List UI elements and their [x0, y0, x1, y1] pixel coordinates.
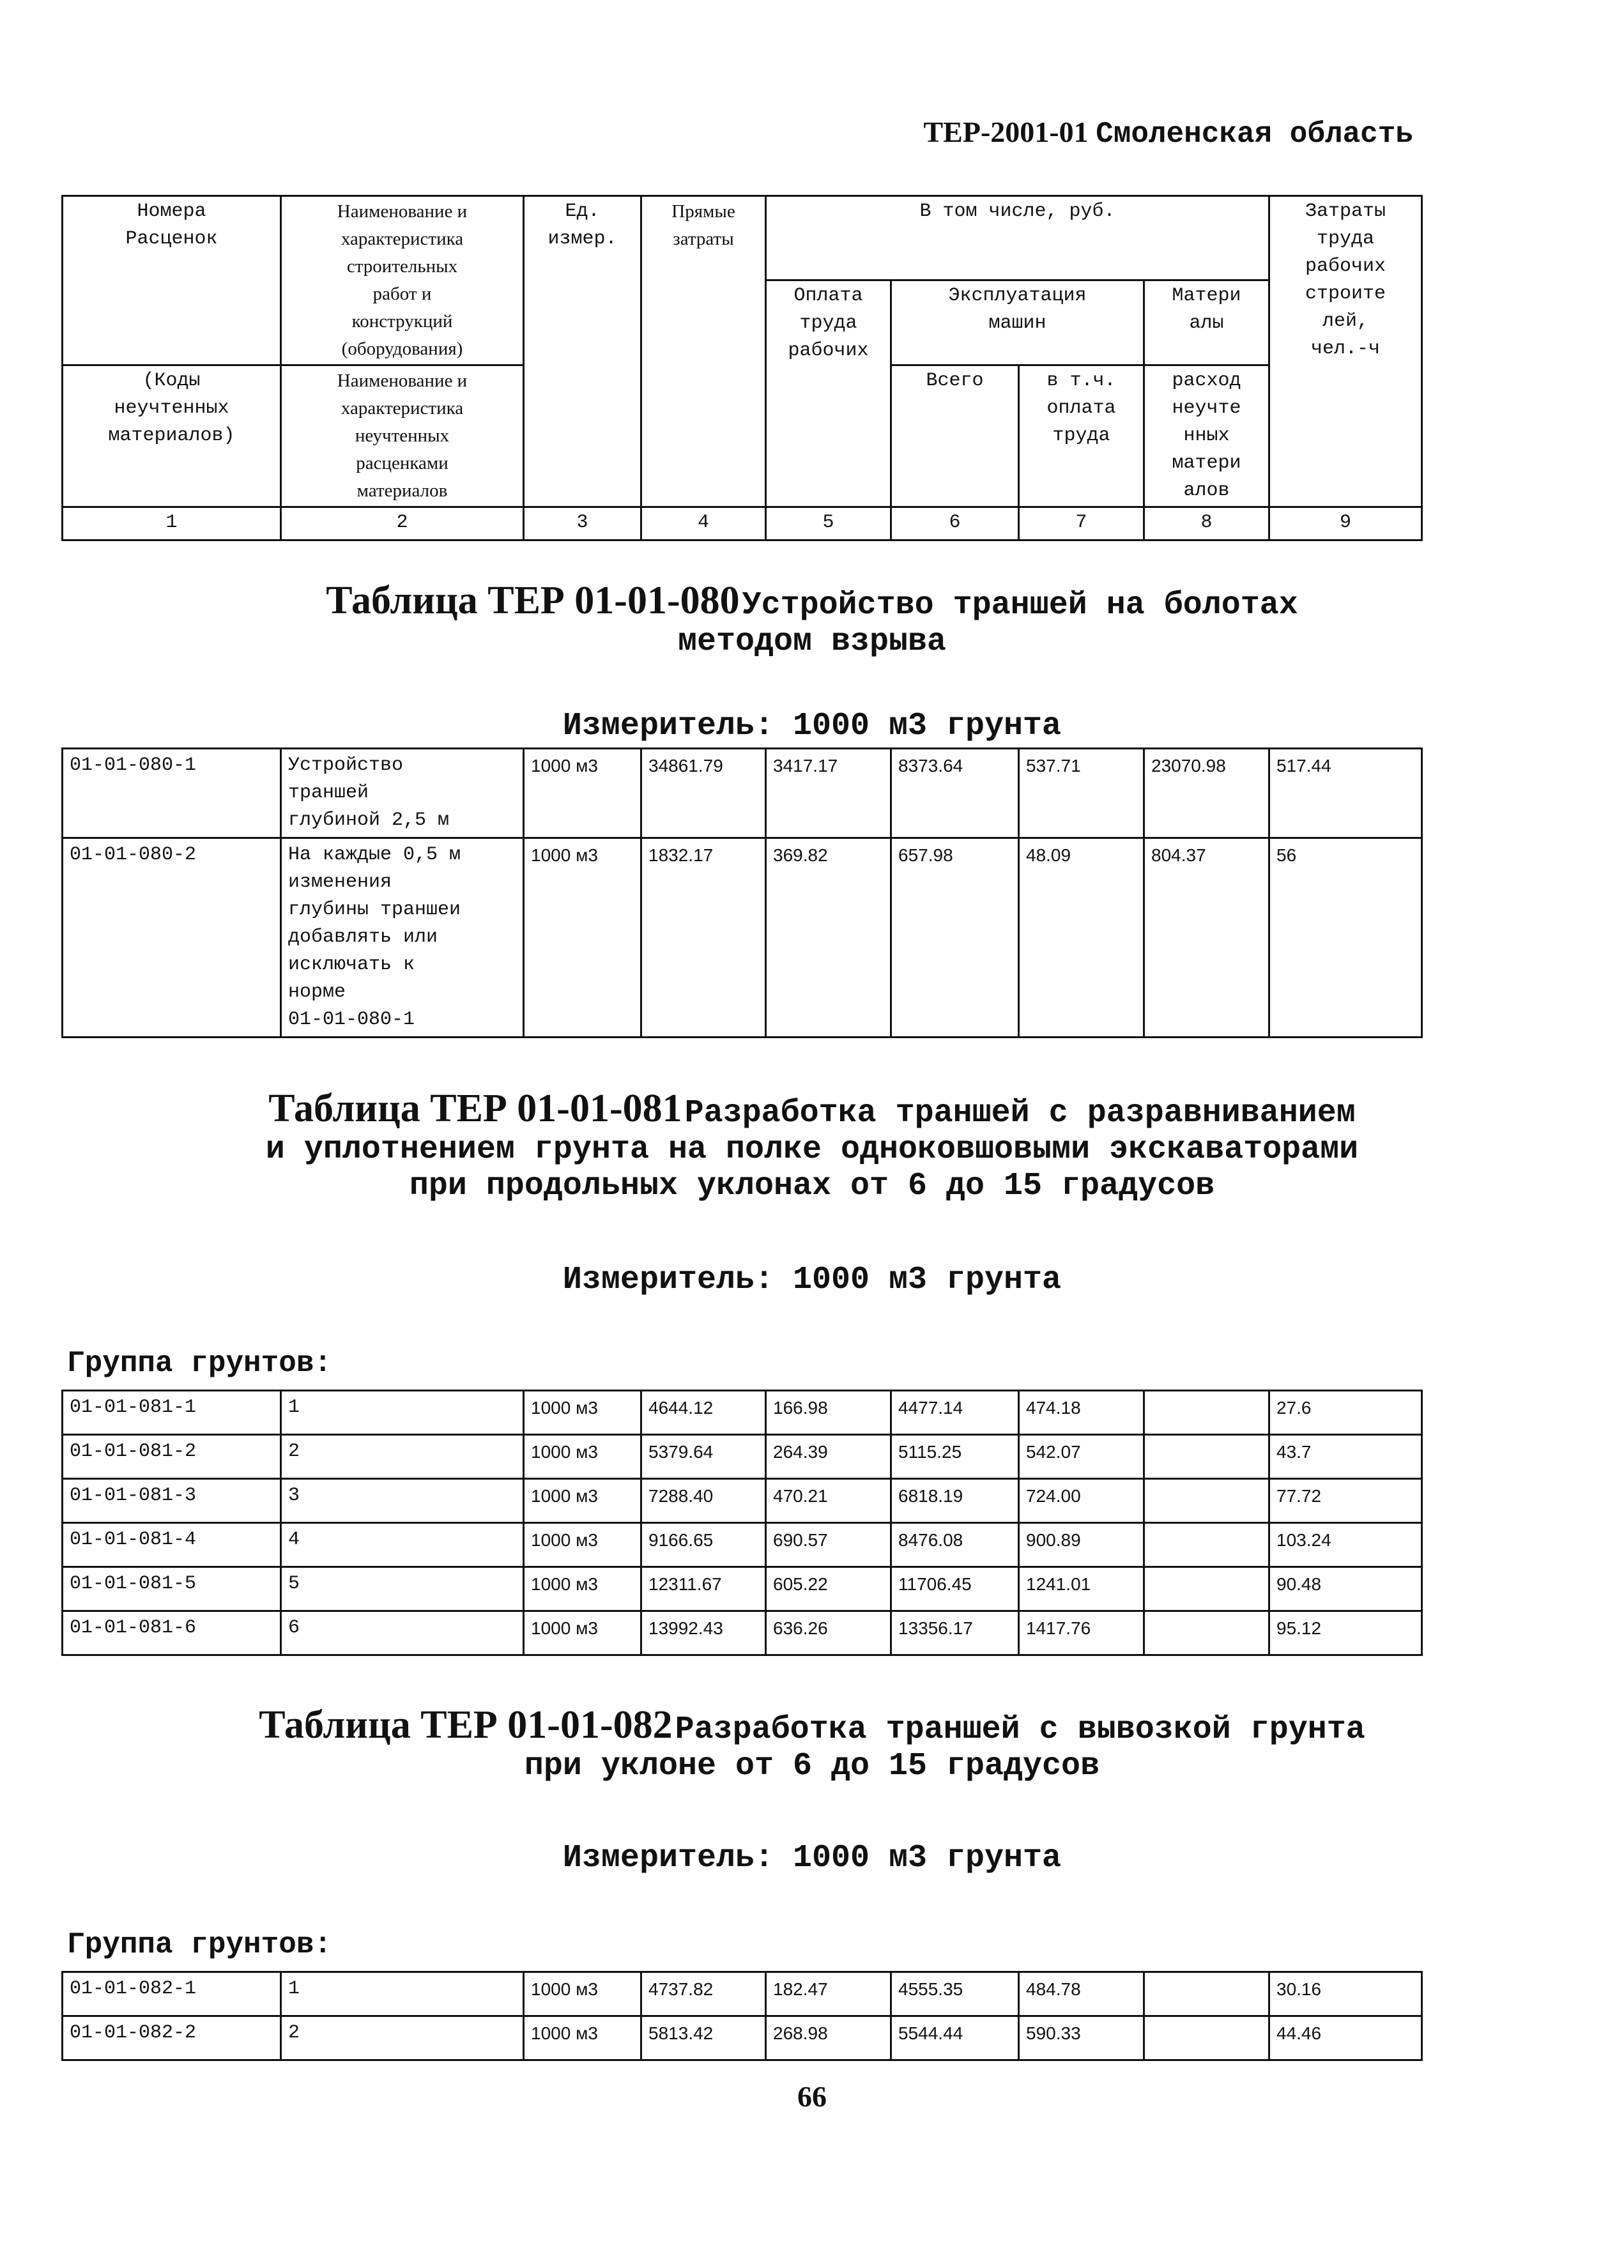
row-machine-labor: 537.71 [1019, 749, 1144, 838]
col2-header-bottom: Наименование и характеристика неучтенных расценками материалов [281, 365, 524, 507]
table-082-measure: Измеритель: 1000 м3 грунта [562, 1840, 1062, 1876]
col-number-5: 5 [766, 507, 891, 540]
col5-header: Оплата труда рабочих [766, 280, 891, 507]
row-group: 6 [281, 1611, 524, 1655]
row-unit: 1000 м3 [524, 749, 641, 838]
row-name: Устройство траншей глубиной 2,5 м [281, 749, 524, 838]
col2-header: Наименование и характеристика строительных работ и конструкций (оборудования) [281, 196, 524, 365]
row-group: 2 [281, 2016, 524, 2060]
table-080-title: Таблица ТЕР 01-01-080 Устройство траншей на болотах методом взрыва [326, 579, 1298, 660]
row-machines: 4555.35 [891, 1972, 1019, 2016]
document-header [924, 115, 1414, 151]
row-code: 01-01-081-6 [63, 1611, 281, 1655]
row-machine-labor: 474.18 [1019, 1391, 1144, 1435]
row-code: 01-01-080-2 [63, 838, 281, 1038]
row-labor: 268.98 [766, 2016, 891, 2060]
row-hours: 43.7 [1269, 1435, 1422, 1479]
row-materials [1144, 1479, 1269, 1523]
row-machine-labor: 1417.76 [1019, 1611, 1144, 1655]
row-code: 01-01-082-1 [63, 1972, 281, 2016]
row-machine-labor: 900.89 [1019, 1523, 1144, 1567]
row-materials [1144, 1611, 1269, 1655]
row-machine-labor: 484.78 [1019, 1972, 1144, 2016]
row-group: 5 [281, 1567, 524, 1611]
row-labor: 605.22 [766, 1567, 891, 1611]
row-machine-labor: 724.00 [1019, 1479, 1144, 1523]
table-080 [61, 747, 1423, 1038]
row-direct: 5379.64 [641, 1435, 766, 1479]
row-unit: 1000 м3 [524, 1479, 641, 1523]
row-direct: 12311.67 [641, 1567, 766, 1611]
col3-header: Ед. измер. [524, 196, 641, 507]
row-group: 1 [281, 1391, 524, 1435]
row-code: 01-01-081-1 [63, 1391, 281, 1435]
row-labor: 182.47 [766, 1972, 891, 2016]
table-081 [61, 1390, 1423, 1656]
col-machines-header: Эксплуатация машин [891, 280, 1144, 365]
row-hours: 30.16 [1269, 1972, 1422, 2016]
table-081-group-label: Группа грунтов: [67, 1347, 332, 1380]
row-hours: 56 [1269, 838, 1422, 1038]
row-hours: 90.48 [1269, 1567, 1422, 1611]
table-082-group-label: Группа грунтов: [67, 1928, 332, 1961]
table-081-title: Таблица ТЕР 01-01-081 Разработка траншей с разравниванием и уплотнением грунта на полке одноковшовыми экскаваторами при продольных уклонах от 6 до 15 градусов [265, 1087, 1359, 1204]
row-labor: 636.26 [766, 1611, 891, 1655]
row-direct: 34861.79 [641, 749, 766, 838]
row-group: 3 [281, 1479, 524, 1523]
header-code: ТЕР-2001-01 [923, 116, 1089, 148]
row-machines: 13356.17 [891, 1611, 1019, 1655]
col-number-1: 1 [63, 507, 281, 540]
row-labor: 690.57 [766, 1523, 891, 1567]
row-group: 2 [281, 1435, 524, 1479]
col8-header-bottom: расход неучте нных матери алов [1144, 365, 1269, 507]
col6-header: Всего [891, 365, 1019, 507]
row-machines: 11706.45 [891, 1567, 1019, 1611]
table-row [63, 1972, 1422, 2016]
col1-header-bottom: (Коды неучтенных материалов) [63, 365, 281, 507]
row-materials: 804.37 [1144, 838, 1269, 1038]
col-number-9: 9 [1269, 507, 1422, 540]
row-hours: 44.46 [1269, 2016, 1422, 2060]
table-row [63, 1611, 1422, 1655]
col4-header: Прямые затраты [641, 196, 766, 507]
col-number-7: 7 [1019, 507, 1144, 540]
row-name: На каждые 0,5 м изменения глубины траншеи добавлять или исключать к норме 01-01-080-1 [281, 838, 524, 1038]
table-row [63, 1391, 1422, 1435]
row-group: 1 [281, 1972, 524, 2016]
row-machines: 8373.64 [891, 749, 1019, 838]
row-code: 01-01-081-5 [63, 1567, 281, 1611]
row-direct: 4644.12 [641, 1391, 766, 1435]
row-machine-labor: 1241.01 [1019, 1567, 1144, 1611]
table-row [63, 1567, 1422, 1611]
row-direct: 4737.82 [641, 1972, 766, 2016]
row-hours: 103.24 [1269, 1523, 1422, 1567]
row-hours: 517.44 [1269, 749, 1422, 838]
col7-header: в т.ч. оплата труда [1019, 365, 1144, 507]
row-code: 01-01-082-2 [63, 2016, 281, 2060]
col-number-4: 4 [641, 507, 766, 540]
table-082 [61, 1971, 1423, 2061]
row-unit: 1000 м3 [524, 1523, 641, 1567]
row-materials [1144, 1523, 1269, 1567]
row-hours: 77.72 [1269, 1479, 1422, 1523]
row-labor: 470.21 [766, 1479, 891, 1523]
row-machines: 4477.14 [891, 1391, 1019, 1435]
row-unit: 1000 м3 [524, 1611, 641, 1655]
table-row [63, 838, 1422, 1038]
table-row [63, 1523, 1422, 1567]
table-row [63, 1479, 1422, 1523]
col1-header: Номера Расценок [63, 196, 281, 365]
col-number-3: 3 [524, 507, 641, 540]
col-number-6: 6 [891, 507, 1019, 540]
row-group: 4 [281, 1523, 524, 1567]
row-machine-labor: 542.07 [1019, 1435, 1144, 1479]
row-direct: 7288.40 [641, 1479, 766, 1523]
col9-header: Затраты труда рабочих строите лей, чел.-ч [1269, 196, 1422, 507]
table-row [63, 2016, 1422, 2060]
row-code: 01-01-081-3 [63, 1479, 281, 1523]
row-labor: 264.39 [766, 1435, 891, 1479]
row-hours: 95.12 [1269, 1611, 1422, 1655]
column-header-table [61, 195, 1423, 541]
row-materials [1144, 1972, 1269, 2016]
row-code: 01-01-081-4 [63, 1523, 281, 1567]
table-081-measure: Измеритель: 1000 м3 грунта [562, 1262, 1062, 1298]
col-group-header: В том числе, руб. [766, 196, 1269, 280]
row-machines: 6818.19 [891, 1479, 1019, 1523]
row-machines: 8476.08 [891, 1523, 1019, 1567]
col-number-2: 2 [281, 507, 524, 540]
row-materials [1144, 1435, 1269, 1479]
row-labor: 369.82 [766, 838, 891, 1038]
row-direct: 1832.17 [641, 838, 766, 1038]
row-machines: 5115.25 [891, 1435, 1019, 1479]
table-row [63, 1435, 1422, 1479]
row-materials [1144, 1391, 1269, 1435]
row-code: 01-01-080-1 [63, 749, 281, 838]
row-machine-labor: 590.33 [1019, 2016, 1144, 2060]
row-unit: 1000 м3 [524, 838, 641, 1038]
row-code: 01-01-081-2 [63, 1435, 281, 1479]
table-080-measure: Измеритель: 1000 м3 грунта [562, 708, 1062, 744]
page-number: 66 [797, 2080, 827, 2113]
row-materials [1144, 2016, 1269, 2060]
row-direct: 13992.43 [641, 1611, 766, 1655]
row-unit: 1000 м3 [524, 2016, 641, 2060]
row-unit: 1000 м3 [524, 1435, 641, 1479]
row-direct: 9166.65 [641, 1523, 766, 1567]
header-region: Смоленская область [1096, 118, 1413, 151]
table-row [63, 749, 1422, 838]
row-materials [1144, 1567, 1269, 1611]
table-082-title: Таблица ТЕР 01-01-082 Разработка траншей с вывозкой грунта при уклоне от 6 до 15 градусов [259, 1703, 1365, 1784]
row-unit: 1000 м3 [524, 1391, 641, 1435]
row-machines: 657.98 [891, 838, 1019, 1038]
col-number-8: 8 [1144, 507, 1269, 540]
row-hours: 27.6 [1269, 1391, 1422, 1435]
row-labor: 166.98 [766, 1391, 891, 1435]
row-materials: 23070.98 [1144, 749, 1269, 838]
row-machine-labor: 48.09 [1019, 838, 1144, 1038]
row-machines: 5544.44 [891, 2016, 1019, 2060]
row-unit: 1000 м3 [524, 1567, 641, 1611]
row-unit: 1000 м3 [524, 1972, 641, 2016]
col8-header-top: Матери алы [1144, 280, 1269, 365]
row-direct: 5813.42 [641, 2016, 766, 2060]
row-labor: 3417.17 [766, 749, 891, 838]
